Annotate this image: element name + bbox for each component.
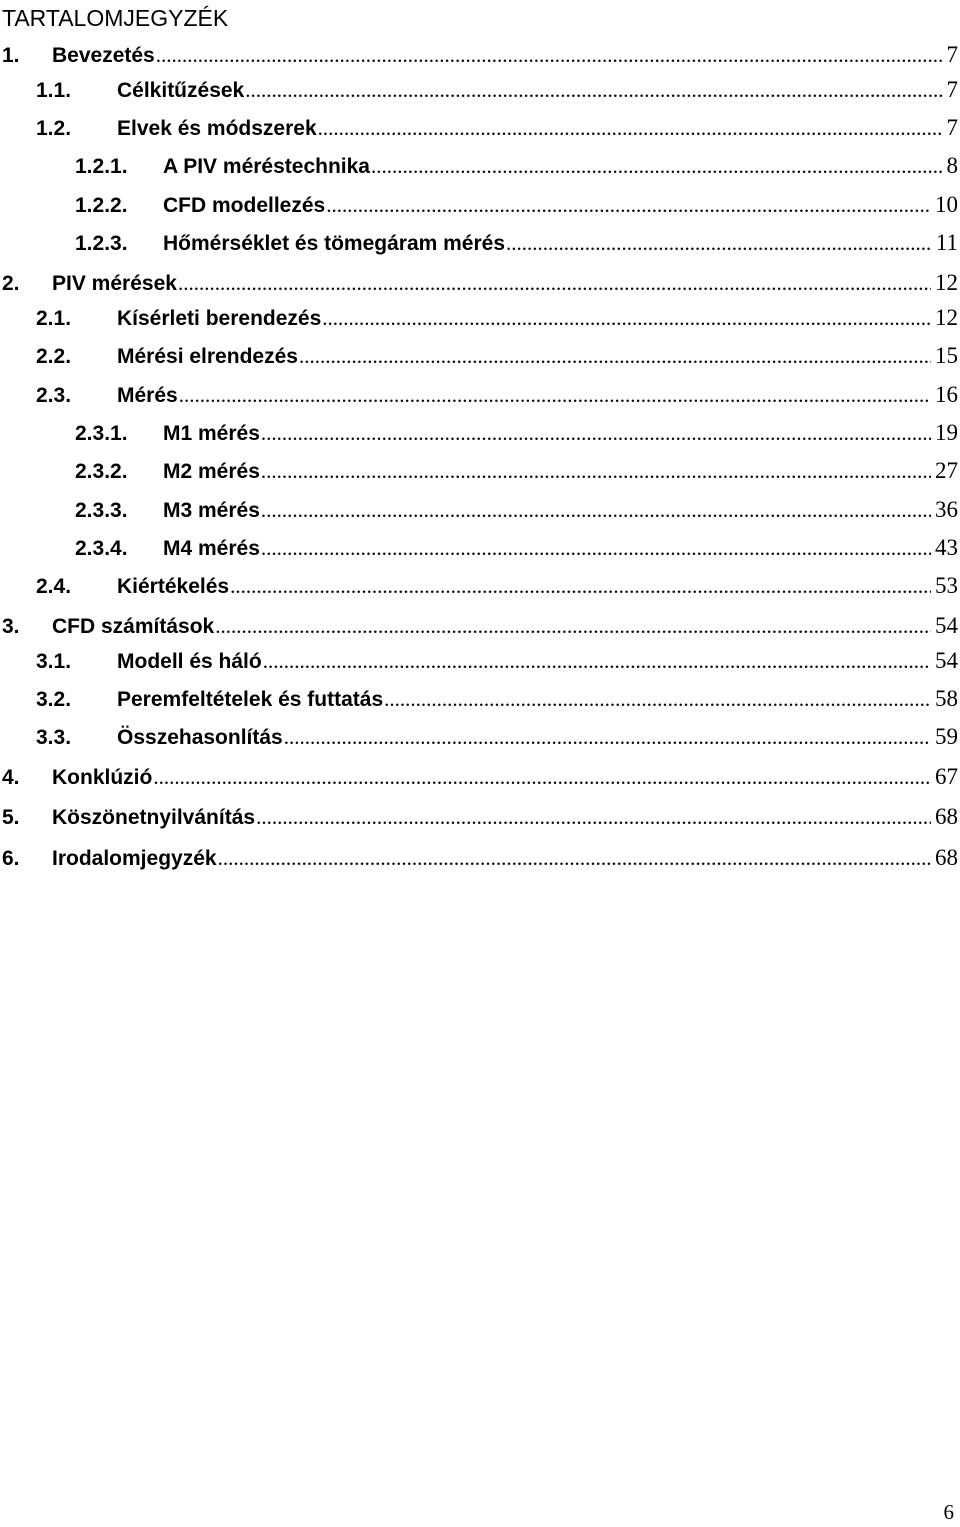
toc-entry-page: 12 <box>935 305 958 330</box>
toc-entry-page: 43 <box>935 535 958 560</box>
toc-dot-leader <box>261 459 931 484</box>
toc-entry-label: Mérési elrendezés <box>117 345 298 368</box>
toc-entry-page: 15 <box>935 343 958 368</box>
toc-dot-leader <box>299 344 931 369</box>
toc-entry[interactable] <box>0 648 958 678</box>
toc-entry[interactable] <box>0 613 958 643</box>
toc-entry[interactable] <box>0 686 958 716</box>
toc-entry[interactable] <box>0 153 958 183</box>
toc-entry[interactable] <box>0 343 958 373</box>
toc-entry[interactable] <box>0 270 958 300</box>
toc-entry-page: 7 <box>946 115 958 140</box>
toc-dot-leader <box>384 687 931 712</box>
toc-entry-label: CFD számítások <box>52 615 215 638</box>
toc-entry-label: PIV mérések <box>52 272 177 295</box>
toc-entry-label: Köszönetnyilvánítás <box>52 806 256 829</box>
toc-entry[interactable] <box>0 382 958 412</box>
toc-dot-leader <box>284 725 931 750</box>
toc-dot-leader <box>263 649 931 674</box>
toc-dot-leader <box>218 846 931 871</box>
toc-entry-number: 3.3. <box>36 726 72 749</box>
toc-entry-number: 2.3. <box>36 384 72 407</box>
toc-dot-leader <box>178 271 931 296</box>
toc-entry-number: 2.4. <box>36 575 72 598</box>
toc-entry-label: M3 mérés <box>163 499 260 522</box>
toc-entry-number: 2.3.2. <box>75 460 128 483</box>
toc-entry-label: Modell és háló <box>117 650 262 673</box>
toc-dot-leader <box>371 154 943 179</box>
toc-dot-leader <box>506 231 932 256</box>
toc-entry-label: M1 mérés <box>163 422 260 445</box>
toc-entry-number: 3.2. <box>36 688 72 711</box>
toc-entry-label: CFD modellezés <box>163 194 326 217</box>
toc-entry[interactable] <box>0 230 958 260</box>
toc-entry[interactable] <box>0 497 958 527</box>
toc-dot-leader <box>261 536 931 561</box>
toc-entry-number: 2.2. <box>36 345 72 368</box>
toc-dot-leader <box>245 78 942 103</box>
toc-entry-label: Elvek és módszerek <box>117 117 317 140</box>
toc-entry-number: 1.2.1. <box>75 155 128 178</box>
toc-dot-leader <box>230 574 931 599</box>
toc-entry-number: 1.2.2. <box>75 194 128 217</box>
toc-entry-page: 54 <box>935 613 958 638</box>
toc-entry[interactable] <box>0 420 958 450</box>
toc-dot-leader <box>322 306 931 331</box>
toc-dot-leader <box>318 116 943 141</box>
toc-entry-number: 2.3.3. <box>75 499 128 522</box>
toc-entry-label: Peremfeltételek és futtatás <box>117 688 384 711</box>
toc-entry[interactable] <box>0 115 958 145</box>
toc-entry-label: A PIV méréstechnika <box>163 155 370 178</box>
toc-entry-number: 2. <box>2 272 20 295</box>
toc-entry-number: 2.3.4. <box>75 537 128 560</box>
toc-entry-label: Konklúzió <box>52 766 153 789</box>
toc-entry[interactable] <box>0 724 958 754</box>
toc-entry-page: 10 <box>935 192 958 217</box>
toc-entry-page: 58 <box>935 686 958 711</box>
toc-entry-label: Irodalomjegyzék <box>52 847 217 870</box>
toc-entry[interactable] <box>0 77 958 107</box>
toc-entry-page: 8 <box>946 153 958 178</box>
toc-entry-number: 2.3.1. <box>75 422 128 445</box>
toc-dot-leader <box>156 43 943 68</box>
toc-entry-page: 54 <box>935 648 958 673</box>
toc-entry[interactable] <box>0 192 958 222</box>
toc-entry[interactable] <box>0 764 958 794</box>
toc-entry-number: 6. <box>2 847 20 870</box>
toc-entry-page: 16 <box>935 382 958 407</box>
toc-dot-leader <box>261 498 931 523</box>
toc-entry-number: 1.1. <box>36 79 72 102</box>
toc-entry[interactable] <box>0 845 958 875</box>
toc-entry-label: Célkitűzések <box>117 79 245 102</box>
toc-entry-number: 4. <box>2 766 20 789</box>
toc-entry[interactable] <box>0 305 958 335</box>
toc-entry[interactable] <box>0 804 958 834</box>
toc-entry-page: 36 <box>935 497 958 522</box>
toc-entry[interactable] <box>0 535 958 565</box>
page-number: 6 <box>943 1500 954 1524</box>
toc-entry-page: 59 <box>935 724 958 749</box>
toc-dot-leader <box>153 765 931 790</box>
toc-entry-number: 1.2. <box>36 117 72 140</box>
toc-entry-page: 12 <box>935 270 958 295</box>
toc-entry-page: 11 <box>935 230 958 255</box>
toc-entry-number: 1.2.3. <box>75 232 128 255</box>
toc-entry[interactable] <box>0 458 958 488</box>
toc-entry-label: Hőmérséklet és tömegáram mérés <box>163 232 506 255</box>
toc-entry-page: 68 <box>935 845 958 870</box>
toc-entry-label: Bevezetés <box>52 44 155 67</box>
toc-dot-leader <box>215 614 931 639</box>
toc-dot-leader <box>326 193 931 218</box>
toc-entry-number: 1. <box>2 44 20 67</box>
toc-entry-page: 67 <box>935 764 958 789</box>
toc-entry-label: Kiértékelés <box>117 575 230 598</box>
toc-entry[interactable] <box>0 573 958 603</box>
toc-entry-page: 7 <box>946 77 958 102</box>
toc-entry-label: M2 mérés <box>163 460 260 483</box>
toc-entry-page: 53 <box>935 573 958 598</box>
toc-entry-page: 19 <box>935 420 958 445</box>
toc-entry-label: M4 mérés <box>163 537 260 560</box>
toc-entry-number: 2.1. <box>36 307 72 330</box>
toc-dot-leader <box>261 421 931 446</box>
toc-entry-label: Összehasonlítás <box>117 726 283 749</box>
toc-entry[interactable] <box>0 42 958 72</box>
toc-dot-leader <box>179 383 931 408</box>
toc-entry-number: 5. <box>2 806 20 829</box>
toc-entry-label: Mérés <box>117 384 178 407</box>
toc-entry-number: 3. <box>2 615 20 638</box>
toc-entry-page: 68 <box>935 804 958 829</box>
toc-entry-page: 7 <box>946 42 958 67</box>
toc-title: TARTALOMJEGYZÉK <box>2 5 229 31</box>
toc-dot-leader <box>256 805 931 830</box>
toc-entry-number: 3.1. <box>36 650 72 673</box>
toc-entry-page: 27 <box>935 458 958 483</box>
toc-entry-label: Kísérleti berendezés <box>117 307 322 330</box>
